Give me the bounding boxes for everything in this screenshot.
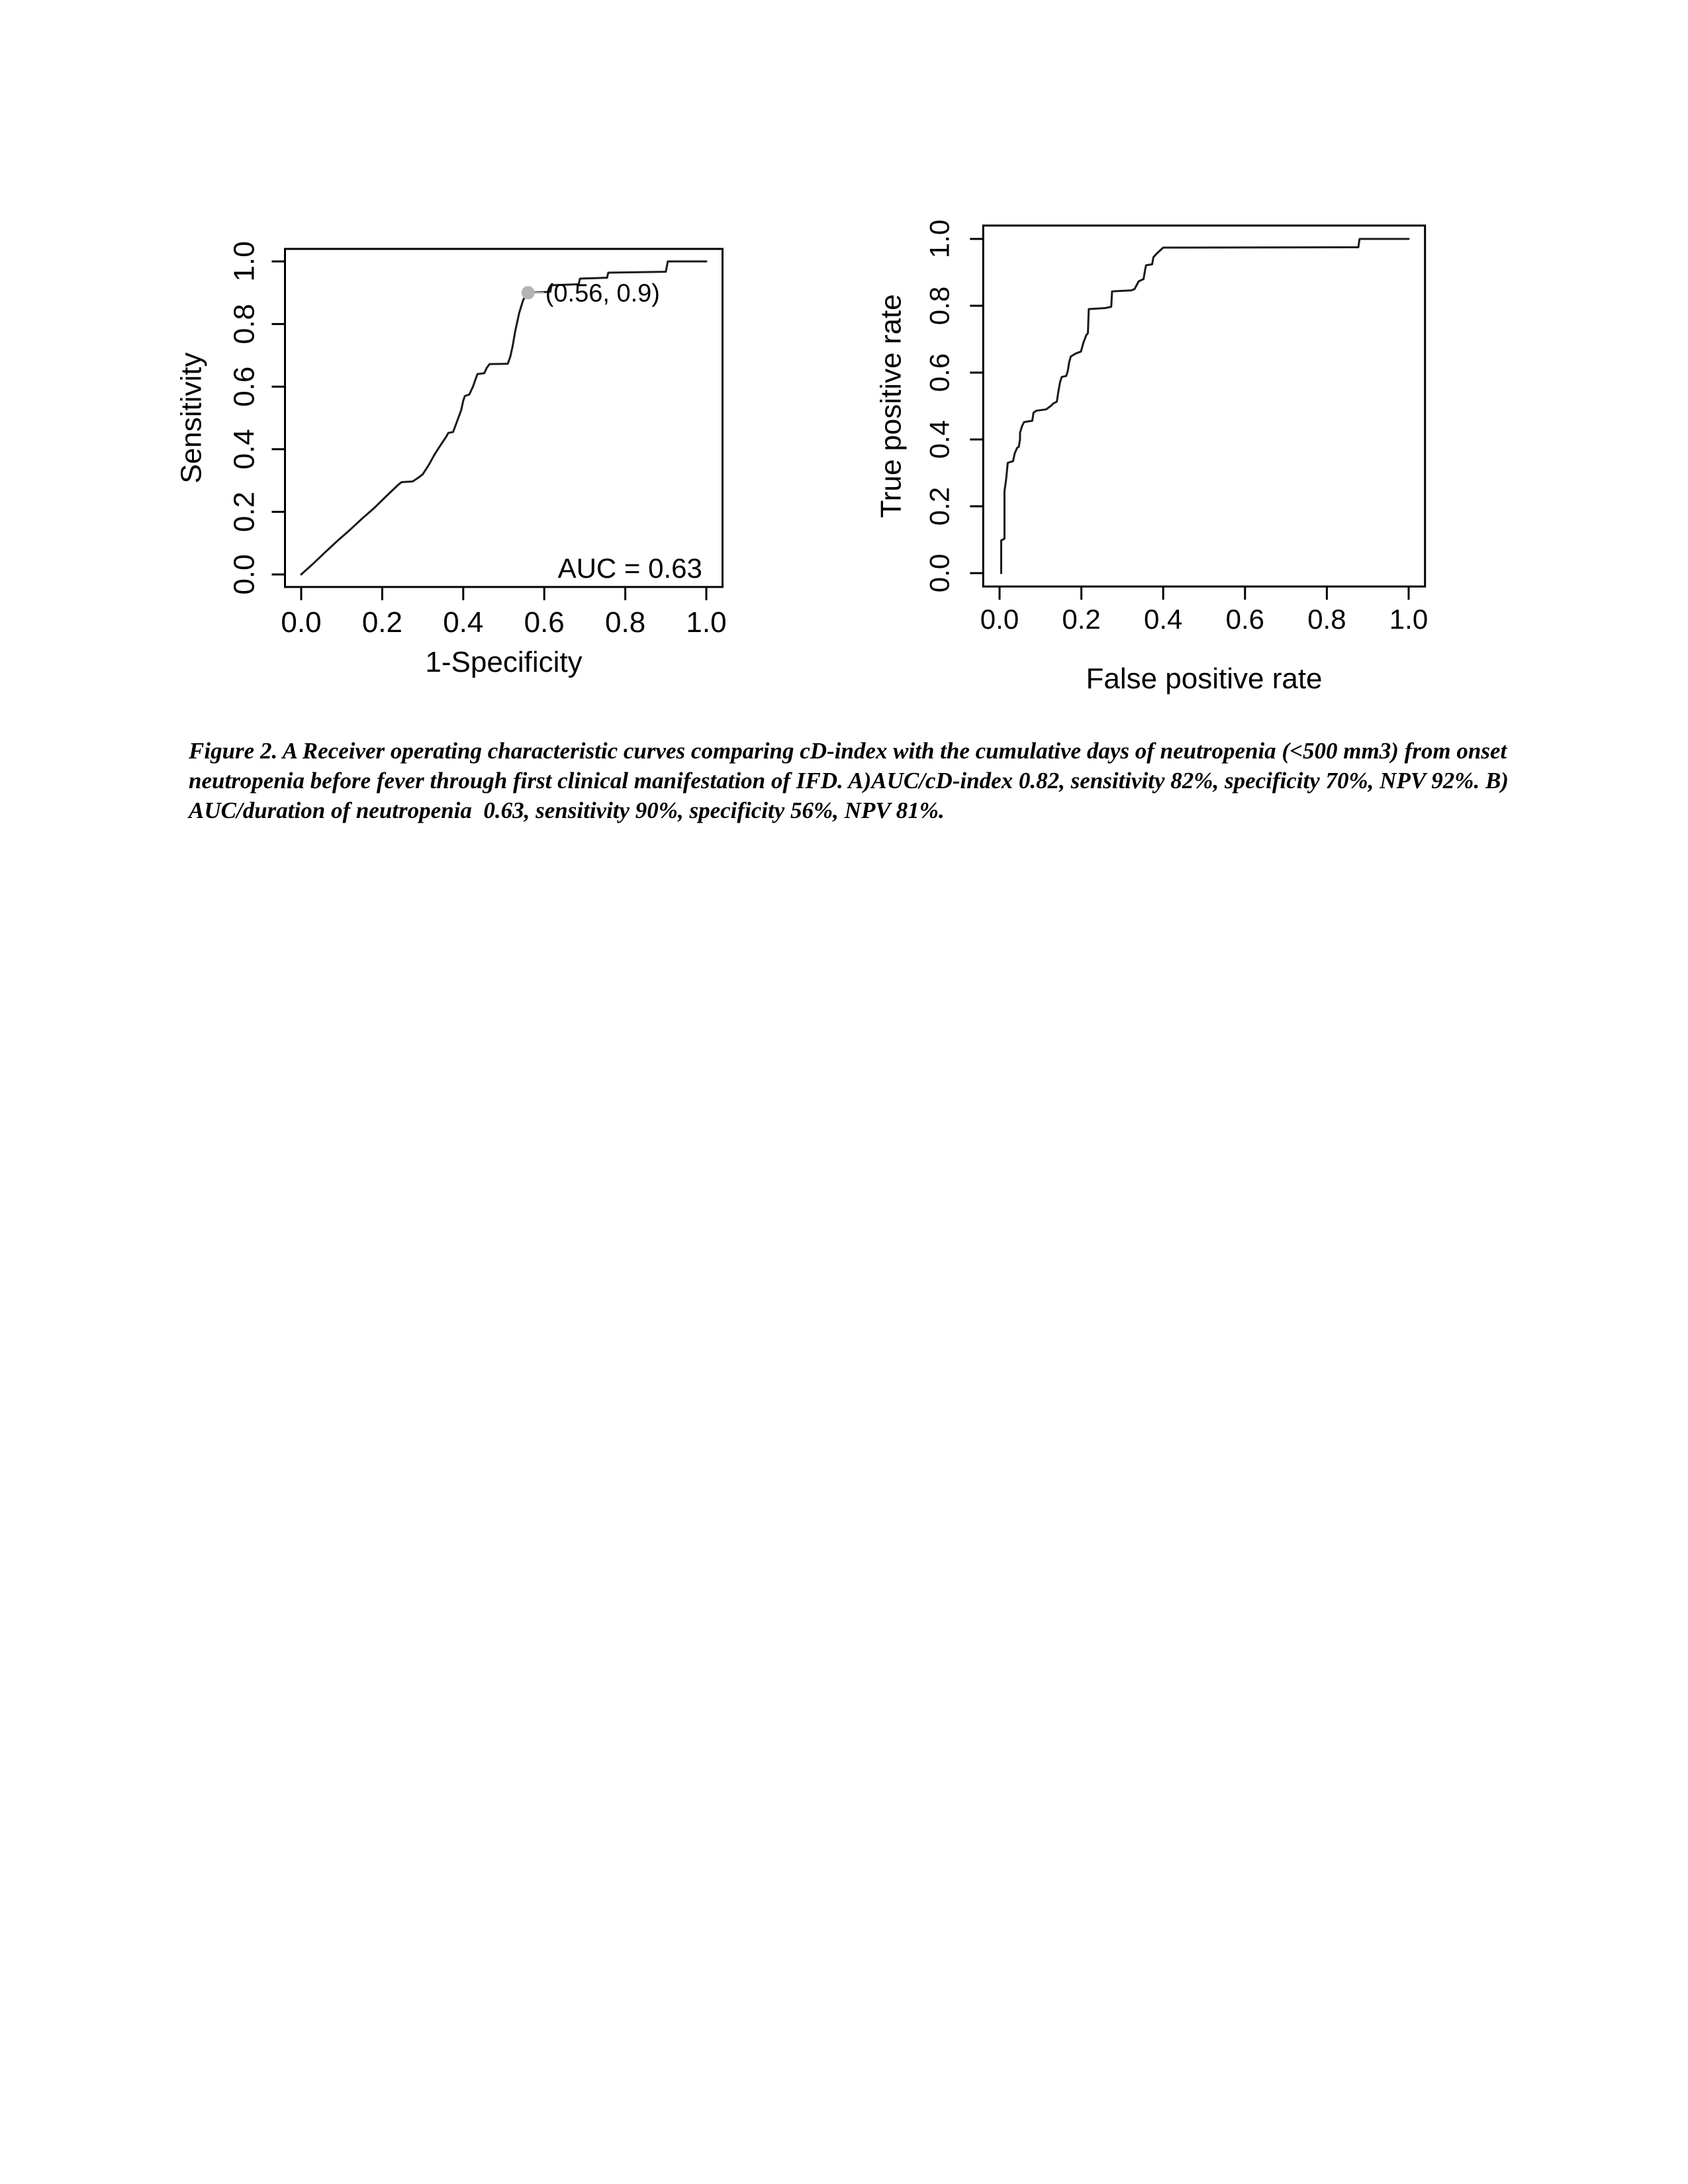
cutoff-point-label: (0.56, 0.9) [545, 279, 660, 308]
y-tick-label: 0.0 [923, 553, 955, 593]
x-axis-label: 1-Specificity [425, 645, 583, 678]
y-tick-label: 0.2 [228, 491, 261, 532]
y-tick-label: 0.4 [228, 429, 261, 470]
x-tick-label: 0.0 [980, 604, 1019, 635]
y-tick-label: 0.8 [923, 286, 955, 326]
y-axis-label: Sensitivity [175, 352, 208, 484]
roc-chart-right [867, 195, 1456, 708]
y-tick-label: 1.0 [228, 241, 261, 282]
x-tick-label: 0.4 [443, 606, 484, 639]
x-tick-label: 1.0 [1389, 604, 1429, 635]
roc-curve [301, 261, 706, 574]
x-tick-label: 0.2 [361, 606, 402, 639]
auc-label: AUC = 0.63 [557, 552, 702, 584]
y-tick-label: 1.0 [923, 219, 955, 259]
cutoff-point-marker [522, 286, 535, 299]
y-tick-label: 0.6 [923, 353, 955, 392]
x-tick-label: 0.4 [1144, 604, 1183, 635]
x-tick-label: 0.8 [605, 606, 646, 639]
y-tick-label: 0.0 [228, 554, 261, 595]
caption-line-3: AUC/duration of neutropenia 0.63, sensitivity 90%, specificity 56%, NPV 81%. [189, 797, 945, 823]
x-tick-label: 1.0 [686, 606, 727, 639]
x-axis-label: False positive rate [1086, 662, 1323, 696]
y-tick-label: 0.2 [923, 486, 955, 526]
caption-line-2: neutropenia before fever through first clinical manifestation of IFD. A)AUC/cD-index 0.82, sensitivity 82%, specificity 70%, NPV 92%. B) [189, 768, 1509, 794]
figure-caption [189, 736, 1509, 825]
x-tick-label: 0.6 [1225, 604, 1264, 635]
y-tick-label: 0.8 [228, 304, 261, 345]
y-tick-label: 0.4 [923, 420, 955, 459]
y-axis-label: True positive rate [874, 294, 908, 518]
y-tick-label: 0.6 [228, 366, 261, 407]
roc-chart-left [165, 218, 748, 688]
x-tick-label: 0.2 [1062, 604, 1101, 635]
x-tick-label: 0.0 [281, 606, 322, 639]
x-tick-label: 0.6 [524, 606, 565, 639]
roc-curve [1001, 239, 1409, 573]
x-tick-label: 0.8 [1307, 604, 1346, 635]
caption-line-1: Figure 2. A Receiver operating characteristic curves comparing cD-index with the cumulative days of neutropenia (<500 mm3) from onset [189, 738, 1507, 764]
